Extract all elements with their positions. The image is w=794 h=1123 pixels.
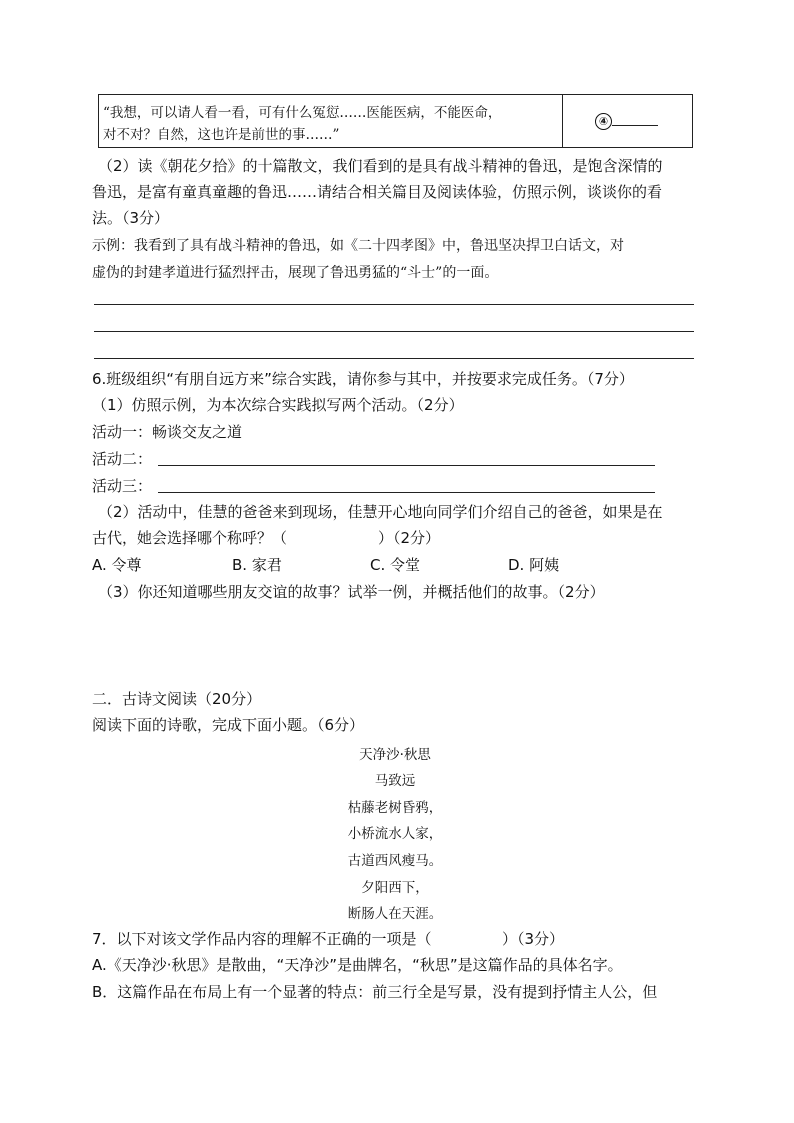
quote-table [98, 94, 693, 148]
answer-line[interactable] [94, 358, 694, 359]
q5-2-line-3: 法。（3分） [92, 209, 170, 227]
section-2-instruction: 阅读下面的诗歌，完成下面小题。（6分） [92, 716, 365, 734]
section-2-title: 二．古诗文阅读（20分） [92, 690, 262, 708]
option-a[interactable]: A. 令尊 [92, 556, 142, 574]
example-line-1: 示例：我看到了具有战斗精神的鲁迅，如《二十四孝图》中，鲁迅坚决捍卫白话文，对 [92, 238, 624, 254]
q7-stem-a: 7．以下对该文学作品内容的理解不正确的一项是（ [92, 930, 432, 948]
option-d[interactable]: D. 阿姨 [508, 556, 560, 574]
q7-stem-b: ）（3分） [502, 930, 565, 948]
q6-sub2-line-1: （2）活动中，佳慧的爸爸来到现场，佳慧开心地向同学们介绍自己的爸爸，如果是在 [98, 503, 663, 521]
answer-line[interactable] [94, 304, 694, 305]
q6-sub2-line-2b: ）（2分） [378, 529, 441, 547]
q7-option-a[interactable]: A.《天净沙·秋思》是散曲，“天净沙”是曲牌名，“秋思”是这篇作品的具体名字。 [92, 956, 623, 974]
poem-title: 天净沙·秋思 [359, 747, 431, 763]
poem-line-4: 夕阳西下， [361, 880, 429, 896]
poem-author: 马致远 [374, 773, 416, 789]
option-c[interactable]: C. 令堂 [370, 556, 421, 574]
activity-3-blank[interactable] [158, 492, 655, 493]
example-line-2: 虚伪的封建孝道进行猛烈抨击，展现了鲁迅勇猛的“斗士”的一面。 [92, 265, 499, 281]
activity-1: 活动一：畅谈交友之道 [92, 423, 243, 441]
circled-number-four: ④ [595, 113, 612, 130]
poem-line-2: 小桥流水人家， [347, 826, 443, 842]
q5-2-line-1: （2）读《朝花夕拾》的十篇散文，我们看到的是具有战斗精神的鲁迅，是饱含深情的 [98, 157, 663, 175]
poem-line-3: 古道西风瘦马。 [347, 853, 443, 869]
q6-sub3: （3）你还知道哪些朋友交谊的故事？试举一例，并概括他们的故事。（2分） [98, 583, 605, 601]
answer-blank [612, 111, 658, 126]
q7-option-b[interactable]: B．这篇作品在布局上有一个显著的特点：前三行全是写景，没有提到抒情主人公，但 [92, 983, 658, 1001]
activity-3-label: 活动三： [92, 477, 153, 495]
table-divider [562, 95, 563, 147]
quote-line-1: “我想，可以请人看一看，可有什么冤愆……医能医病，不能医命， [103, 105, 502, 121]
activity-2-label: 活动二： [92, 450, 153, 468]
poem-line-1: 枯藤老树昏鸦， [347, 800, 443, 816]
answer-cell[interactable] [595, 111, 658, 130]
answer-line[interactable] [94, 331, 694, 332]
q5-2-line-2: 鲁迅，是富有童真童趣的鲁迅……请结合相关篇目及阅读体验，仿照示例，谈谈你的看 [92, 183, 663, 201]
quote-line-2: 对不对？自然，这也许是前世的事……” [103, 127, 340, 143]
option-b[interactable]: B. 家君 [232, 556, 282, 574]
q6-sub2-line-2a: 古代，她会选择哪个称呼？（ [92, 529, 288, 547]
q6-sub1: （1）仿照示例，为本次综合实践拟写两个活动。（2分） [92, 396, 464, 414]
q6-title: 6.班级组织“有朋自远方来”综合实践，请你参与其中，并按要求完成任务。（7分） [92, 370, 634, 388]
poem-line-5: 断肠人在天涯。 [347, 906, 443, 922]
activity-2-blank[interactable] [158, 465, 655, 466]
